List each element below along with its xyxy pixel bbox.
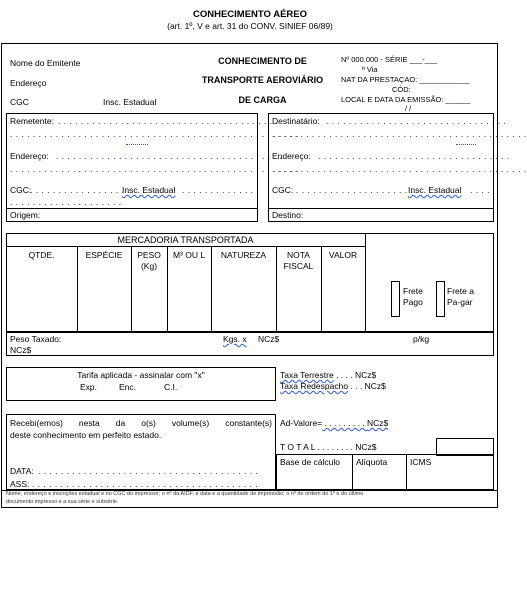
form-subtitle: (art. 1º, V e art. 31 do CONV. SINIEF 06/89) <box>167 21 333 31</box>
col-header-volume: M³ OU L <box>172 250 206 260</box>
nat-prestacao-label: NAT DA PRESTAÇAO: ____________ <box>341 75 470 84</box>
spellcheck-mark-2 <box>456 140 476 145</box>
total-label: T O T A L <box>280 442 316 452</box>
receiver-state-reg-label: Insc. Estadual <box>408 185 462 195</box>
remetente-dots-2: . . . . . . . . . . . . . . . . . . . . . . . . . . . . . . . . . . . . . . . . . . . . . . . . . . . <box>10 129 300 139</box>
ncz-below-label: NCz$ <box>10 345 32 355</box>
tariff-ci[interactable]: C.I. <box>164 382 178 392</box>
cargo-box <box>6 233 494 332</box>
local-date-label: LOCAL E DATA DA EMISSÃO: ______ <box>341 95 471 104</box>
taxa-terrestre-label: Taxa Terrestre <box>280 370 334 380</box>
taxa-terrestre-ncz: NCz$ <box>354 370 377 380</box>
taxa-redespacho-dots: . . . <box>348 381 365 391</box>
icms-divider-1 <box>352 454 353 490</box>
spellcheck-mark <box>126 140 148 145</box>
doc-title-line2: TRANSPORTE AEROVIÁRIO <box>201 75 324 85</box>
tariff-enc[interactable]: Enc. <box>119 382 137 392</box>
per-kg-label: p/kg <box>413 334 430 344</box>
footer-note-line1: Nome, endereço e inscrições estadual e no CGC do impressor; o nº da AIDF, a data e a quantidade de impressão; o nº de ordem do 1º e do último <box>6 491 364 497</box>
tariff-instruction: Tarifa aplicada - assinalar com "x" <box>77 370 205 380</box>
frete-pago-label: Frete Pago <box>403 286 423 307</box>
form-title: CONHECIMENTO AÉREO <box>192 9 307 20</box>
issuer-cgc-label: CGC <box>10 97 29 107</box>
frete-pagar-checkbox[interactable] <box>436 281 445 317</box>
doc-number-series: Nº 000.000 - SÉRIE ___-___ <box>341 55 438 64</box>
col-header-valor: VALOR <box>328 250 358 260</box>
receiver-address-dots-2: . . . . . . . . . . . . . . . . . . . . . . . . . . . . . . . . . . . . . . . . . . . . . <box>272 164 527 174</box>
doc-title-line1: CONHECIMENTO DE <box>218 56 307 66</box>
col-header-natureza: NATUREZA <box>220 250 267 260</box>
sender-address-label: Endereço: <box>10 151 49 161</box>
peso-taxado-label: Peso Taxado: <box>10 334 62 344</box>
aliquota-label: Alíquota <box>356 457 388 467</box>
sender-cgc-label: CGC: <box>10 185 32 195</box>
receipt-date-label: DATA: <box>10 466 34 476</box>
cargo-title: MERCADORIA TRANSPORTADA <box>117 235 254 245</box>
destination-divider <box>268 208 494 209</box>
sender-address-dots-2: . . . . . . . . . . . . . . . . . . . . . . . . . . . . . . . . . . . . . . . . . . . . . . . . . . . <box>10 164 300 174</box>
frete-pago-checkbox[interactable] <box>391 281 400 317</box>
destinatario-label: Destinatário: <box>272 116 320 126</box>
receiver-cgc-dots: . . . . . . . . . . . . . . . . . . . . . <box>296 185 414 195</box>
receipt-signature-label: ASS: <box>10 479 30 489</box>
receipt-signature-dots: . . . . . . . . . . . . . . . . . . . . . . . . . . . . . . . . . . . . . . . . <box>32 479 259 489</box>
col-header-especie: ESPÉCIE <box>85 250 123 260</box>
receiver-cgc-label: CGC: <box>272 185 294 195</box>
receiver-state-reg-dots: . . . . <box>470 185 491 195</box>
icms-divider-2 <box>406 454 407 490</box>
receiver-address-dots: . . . . . . . . . . . . . . . . . . . . . . . . . . . . . . . . . . <box>318 151 510 161</box>
remetente-label: Remetente: <box>10 116 54 126</box>
total-dots: . . . . . . . . <box>315 442 356 452</box>
receipt-text-line2: deste conhecimento em perfeito estado. <box>10 430 162 440</box>
issuer-address-label: Endereço <box>10 78 47 88</box>
total-ncz: NCz$ <box>355 442 377 452</box>
receipt-date-dots: . . . . . . . . . . . . . . . . . . . . . . . . . . . . . . . . . . . . . . . <box>38 466 259 476</box>
sender-state-reg-label: Insc. Estadual <box>122 185 176 195</box>
issuer-name-label: Nome do Emitente <box>10 58 81 68</box>
cod-label: CÓD: <box>392 85 411 94</box>
destinatario-dots-2: . . . . . . . . . . . . . . . . . . . . . . . . . . . . . . . . . . . . . . . . . . . . . <box>272 129 527 139</box>
remetente-dots: . . . . . . . . . . . . . . . . . . . . . . . . . . . . . . . . . . . . . . . <box>58 116 279 126</box>
taxa-redespacho-ncz: NCz$ <box>364 381 386 391</box>
sender-cgc-dots: . . . . . . . . . . . . . . . . . . <box>30 185 131 195</box>
taxa-redespacho-label: Taxa Redespacho <box>280 381 349 391</box>
origin-label: Origem: <box>10 210 41 220</box>
ad-valorem-dots: . . . . . . . . . <box>322 418 368 428</box>
date-slashes: / / <box>405 104 412 113</box>
destinatario-dots: . . . . . . . . . . . . . . . . . . . . . . . . . . . . . . . . <box>326 116 507 126</box>
icms-label: ICMS <box>410 457 432 467</box>
ad-valorem-label: Ad-Valore= <box>280 418 323 428</box>
taxa-terrestre-dots: . . . . <box>333 370 355 380</box>
frete-pagar-label: Frete a Pa-gar <box>447 286 474 307</box>
destination-label: Destino: <box>272 210 304 220</box>
base-calculo-label: Base de cálculo <box>280 457 341 467</box>
sender-cgc-dots-2: . . . . . . . . . . . . . . . . . . . . <box>10 197 122 207</box>
doc-title-line3: DE CARGA <box>238 95 287 105</box>
cargo-title-divider <box>6 246 365 247</box>
col-header-nota-fiscal: NOTA FISCAL <box>283 250 314 271</box>
footer-note-line2: documento impresso e a sua série e subsérie. <box>6 499 119 505</box>
issuer-state-reg-label: Insc. Estadual <box>103 97 157 107</box>
sender-state-reg-dots: . . . . . . . . . . . . . . <box>182 185 260 195</box>
tariff-exp[interactable]: Exp. <box>80 382 98 392</box>
receiver-address-label: Endereço: <box>272 151 311 161</box>
via-label: ª Via <box>362 65 378 74</box>
cargo-right-divider <box>365 233 366 332</box>
receipt-text-line1: Recebi(emos) nesta da o(s) volume(s) constante(s) <box>10 418 272 428</box>
ncz-label: NCz$ <box>258 334 280 344</box>
sender-address-dots: . . . . . . . . . . . . . . . . . . . . . . . . . . . . . . . . . . . . . . . . <box>56 151 283 161</box>
col-header-peso: PESO (Kg) <box>137 250 161 271</box>
origin-divider <box>6 208 258 209</box>
col-header-qtde: QTDE. <box>28 250 55 260</box>
kgs-label: Kgs. x <box>223 334 247 344</box>
ad-valorem-ncz: NCz$ <box>367 418 389 428</box>
